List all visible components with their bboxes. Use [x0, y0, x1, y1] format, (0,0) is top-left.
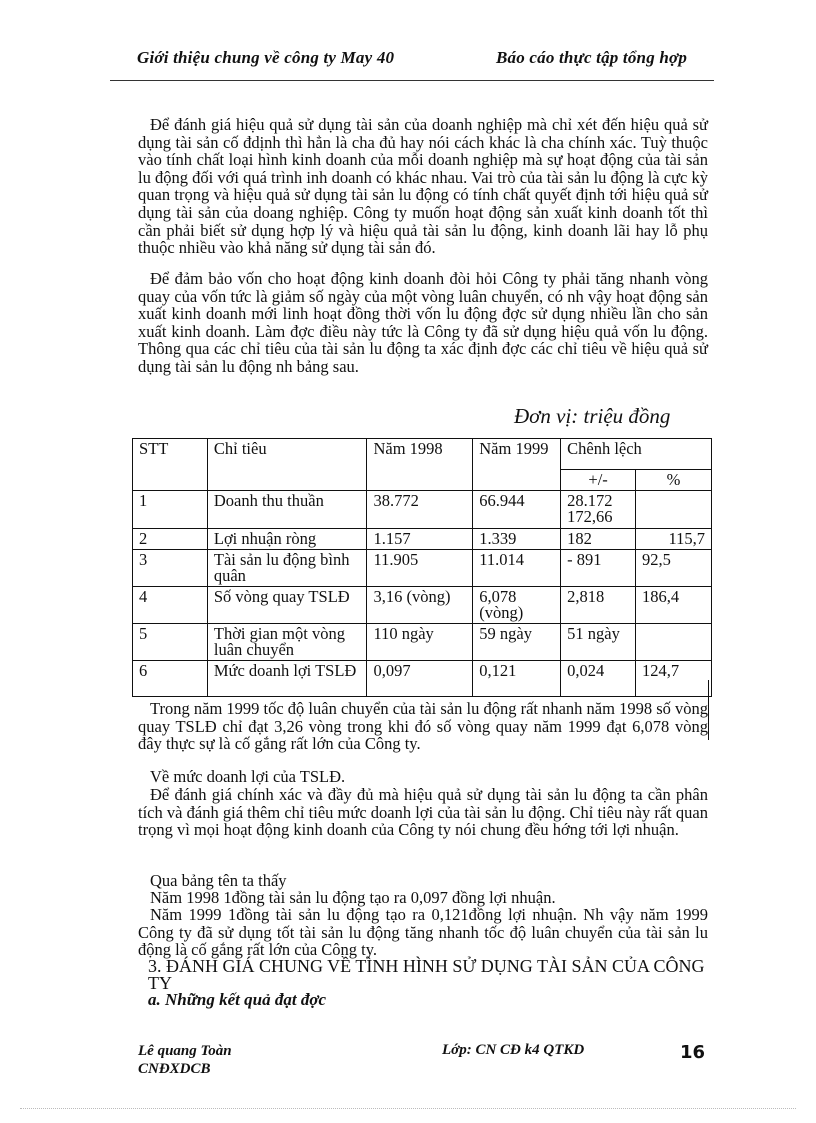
bottom-dotted-rule [20, 1108, 796, 1109]
paragraph-4: Về mức doanh lợi của TSLĐ. [150, 767, 346, 786]
table-row [133, 550, 712, 587]
cell-1999: 66.944 [473, 491, 561, 529]
cell-diff-pct: 186,4 [636, 587, 712, 624]
cell-diff-abs: 51 ngày [561, 624, 636, 661]
header-left: Giới thiệu chung về công ty May 40 [137, 48, 395, 67]
cell-stt: 5 [133, 624, 208, 661]
subsection-heading-a: a. Những kết quả đạt đợc [148, 990, 326, 1009]
cell-indicator: Thời gian một vòng luân chuyển [207, 624, 367, 661]
cell-diff-pct [636, 624, 712, 661]
cell-diff-pct: 92,5 [636, 550, 712, 587]
header-difference: Chênh lệch [561, 439, 712, 470]
cell-1999: 59 ngày [473, 624, 561, 661]
cell-1999: 11.014 [473, 550, 561, 587]
table-header-row [133, 439, 712, 470]
cell-stt: 6 [133, 661, 208, 697]
cell-1998: 11.905 [367, 550, 473, 587]
cell-diff-abs: 28.172 172,66 [561, 491, 636, 529]
cell-diff-pct [636, 491, 712, 529]
page-number: 16 [680, 1042, 706, 1063]
cell-diff-abs: 182 [561, 529, 636, 550]
footer-author [138, 1042, 232, 1078]
paragraph-2: Để đảm bảo vốn cho hoạt động kinh doanh đòi hỏi Công ty phải tăng nhanh vòng quay của vốn tức là giảm số ngày của một vòng luân chuyển, có nh vậy hoạt động sản xuất kinh doanh mới linh hoạt đồng thời vốn lu động đợc sử dụng nhiều lần cho sản xuất kinh doanh. Làm đợc điều này tức là Công ty đã sử dụng hiệu quả vốn lu động. Thông qua các chỉ tiêu của tài sản lu động ta xác định đợc các chỉ tiêu về hiệu quả sử dụng tài sản lu động nh bảng sau. [138, 269, 708, 376]
header-indicator: Chỉ tiêu [207, 439, 367, 491]
footer-author-unit: CNĐXDCB [138, 1061, 211, 1077]
table-row [133, 491, 712, 529]
paragraph-7: Năm 1998 1đồng tài sản lu động tạo ra 0,097 đồng lợi nhuận. [150, 888, 556, 907]
unit-label: Đơn vị: triệu đồng [514, 404, 671, 428]
table-row [133, 624, 712, 661]
header-rule [110, 80, 714, 81]
footer-author-name: Lê quang Toàn [138, 1043, 232, 1059]
table-row [133, 661, 712, 697]
header-1999: Năm 1999 [473, 439, 561, 491]
header-diff-abs: +/- [561, 470, 636, 491]
cell-1999: 1.339 [473, 529, 561, 550]
cell-diff-abs: 2,818 [561, 587, 636, 624]
cell-1998: 1.157 [367, 529, 473, 550]
header-stt: STT [133, 439, 208, 491]
cell-1998: 38.772 [367, 491, 473, 529]
cell-diff-pct: 115,7 [636, 529, 712, 550]
cell-1998: 3,16 (vòng) [367, 587, 473, 624]
cell-indicator: Doanh thu thuần [207, 491, 367, 529]
section-heading-3: 3. ĐÁNH GIÁ CHUNG VỀ TÌNH HÌNH SỬ DỤNG TÀI SẢN CỦA CÔNG TY [148, 956, 705, 993]
paragraph-3: Trong năm 1999 tốc độ luân chuyển của tài sản lu động rất nhanh năm 1998 số vòng quay TSLĐ chỉ đạt 3,26 vòng trong khi đó số vòng quay năm 1999 đạt 6,078 vòng đây thực sự là cố gắng rất lớn của Công ty. [138, 699, 709, 754]
cell-indicator: Lợi nhuận ròng [207, 529, 367, 550]
cell-diff-pct: 124,7 [636, 661, 712, 697]
header-1998: Năm 1998 [367, 439, 473, 491]
table-row [133, 529, 712, 550]
cell-diff-abs: - 891 [561, 550, 636, 587]
paragraph-5: Để đánh giá chính xác và đầy đủ mà hiệu quả sử dụng tài sản lu động ta cần phân tích và đánh giá thêm chỉ tiêu mức doanh lợi của tài sản lu động. Chỉ tiêu này rất quan trọng vì mọi hoạt động kinh doanh của Công ty nói chung đều hớng tới lợi nhuận. [138, 785, 708, 840]
asset-efficiency-table [132, 438, 712, 697]
cell-indicator: Số vòng quay TSLĐ [207, 587, 367, 624]
paragraph-8: Năm 1999 1đồng tài sản lu động tạo ra 0,121đồng lợi nhuận. Nh vậy năm 1999 Công ty đã sử dụng tốt tài sản lu động tăng nhanh tốc độ luân chuyển của tài sản lu động là cố gắng rất lớn của Công ty. [138, 905, 708, 960]
cell-stt: 1 [133, 491, 208, 529]
cell-indicator: Mức doanh lợi TSLĐ [207, 661, 367, 697]
header-diff-pct: % [636, 470, 712, 491]
cell-stt: 2 [133, 529, 208, 550]
paragraph-6: Qua bảng tên ta thấy [150, 871, 287, 890]
cell-stt: 3 [133, 550, 208, 587]
cell-indicator: Tài sản lu động bình quân [207, 550, 367, 587]
table-row [133, 587, 712, 624]
cell-stt: 4 [133, 587, 208, 624]
cell-1998: 110 ngày [367, 624, 473, 661]
cell-1998: 0,097 [367, 661, 473, 697]
cell-diff-abs: 0,024 [561, 661, 636, 697]
stray-vertical-line [708, 680, 709, 740]
header-right: Báo cáo thực tập tổng hợp [496, 48, 688, 67]
cell-1999: 6,078 (vòng) [473, 587, 561, 624]
cell-1999: 0,121 [473, 661, 561, 697]
footer-class: Lớp: CN CĐ k4 QTKD [442, 1042, 585, 1058]
paragraph-1: Để đánh giá hiệu quả sử dụng tài sản của doanh nghiệp mà chỉ xét đến hiệu quả sử dụng tài sản cố đdịnh thì hẳn là cha đủ hay nói cách khác là cha chính xác. Tuỳ thuộc vào tính chất loại hình kinh doanh của mỗi doanh nghiệp mà sự hoạt động của tài sản lu động đối với quá trình inh doanh có khác nhau. Vai trò của tài sản lu động là cực kỳ quan trọng và hiệu quả sử dụng tài sản lu động có tính chất quyết định tới hiệu quả sử dụng tài sản của doang nghiệp. Công ty muốn hoạt động sản xuất kinh doanh tốt thì cần phải biết sử dụng hợp lý và hiệu quả tài sản lu động, kinh doanh lãi hay lỗ phụ thuộc nhiều vào khả năng sử dụng tài sản đó. [138, 115, 708, 258]
